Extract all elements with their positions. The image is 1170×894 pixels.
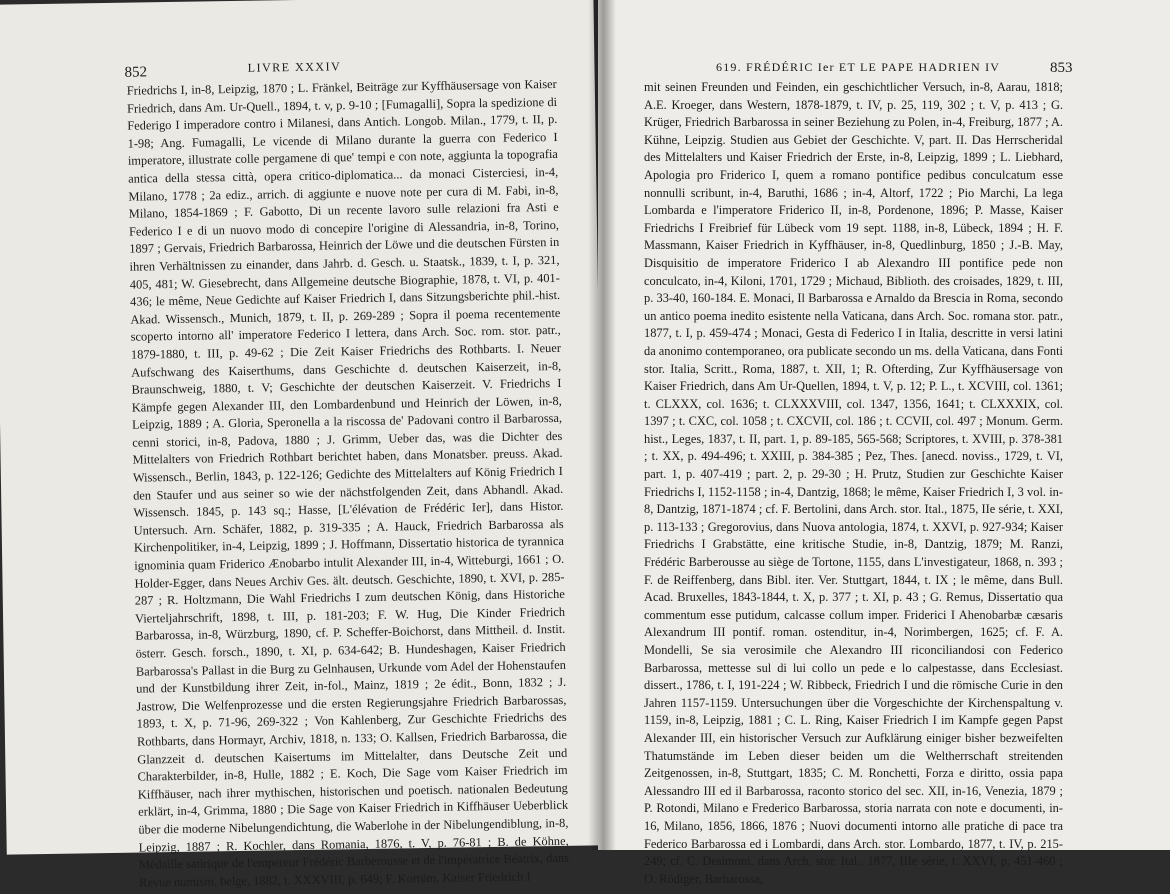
page-number: 853: [1050, 60, 1073, 76]
running-head: LIVRE XXXIV: [247, 59, 342, 75]
bibliography-text: mit seinen Freunden und Feinden, ein geschichtlicher Versuch, in-8, Aarau, 1818; A.E. Kroeger, dans Western, 1878-1879, t. IV, p. 25, 119, 302 ; t. V, p. 413 ; G. Krüger, Friedrich Barbarossa in seiner Beziehung zu Polen, in-4, Freiburg, 1877 ; A. Kühne, Leipzig. Studien aus Gebiet der Geschichte. V, part. II. Das Herrscheridal des Mittelalters und Kaiser Friedrich der Erste, in-8, Leipzig, 1899 ; L. Liebhard, Apologia pro Friderico I, quem a romano pontifice pedibus conculcatum esse nonnulli scribunt, in-4, Baruthi, 1686 ; in-4, Altorf, 1722 ; Pio Marchi, La lega Lombarda e l'imperatore Friderico II, in-8, Pordenone, 1896; P. Masse, Kaiser Friedrichs I Freibrief für Lübeck vom 19 sept. 1188, in-8, Lübeck, 1894 ; H. F. Massmann, Kaiser Friedrich in Kyffhäuser, in-8, Quedlinburg, 1850 ; J.-B. May, Disquisitio de imperatore Friderico I ab Alexandro III pontifice pede non conculcato, in-4, Kiloni, 1701, 1729 ; Michaud, Biblioth. des croisades, 1829, t. III, p. 33-40, 160-184. E. Monaci, Il Barbarossa e Arnaldo da Brescia in Roma, secondo un antico poema inedito esistente nella Vaticana, dans Arch. Soc. romana stor. patr., 1877, t. I, p. 459-474 ; Monaci, Gesta di Federico I in Italia, descritte in versi latini da anonimo contemporaneo, ora publicate secondo un ms. della Vaticana, dans Fonti stor. Italia, Scritt., Roma, 1887, t. XII, 1; R. Ofterding, Zur Kyffhäusersage von Kaiser Friedrich, dans Am Ur-Quellen, 1894, t. V, p. 12; P. L., t. XCVIII, col. 1361; t. CLXXX, col. 1636; t. CLXXXVIII, col. 1347, 1356, 1641; t. CLXXXIX, col. 1397 ; t. CXC, col. 1058 ; t. CXCVII, col. 186 ; t. CCVII, col. 497 ; Monum. Germ. hist., Leges, 1837, t. II, part. 1, p. 89-185, 565-568; Scriptores, t. XVIII, p. 378-381 ; t. XX, p. 494-496; t. XXIII, p. 384-385 ; Pez, Thes. [anecd. noviss., 1729, t. VI, part. 1, p. 407-419 ; part. 2, p. 29-30 ; H. Prutz, Studien zur Geschichte Kaiser Friedrichs I, 1152-1158 ; in-4, Dantzig, 1868; le même, Kaiser Friedrich I, 3 vol. in-8, Dantzig, 1871-1874 ; cf. F. Bertolini, dans Arch. stor. Ital., 1875, IIe série, t. XXI, p. 113-133 ; Gregorovius, dans Nuova antologia, 1874, t. XXVI, p. 927-934; Kaiser Friedrichs I Grabstätte, eine kritische Studie, in-8, Dantzig, 1879; M. Ranzi, Frédéric Barberousse au siège de Tortone, 1155, dans L'investigateur, 1868, n. 393 ; F. de Reiffenberg, dans Bibl. iter. Ver. Stuttgart, 1844, t. IX ; le même, dans Bull. Acad. Bruxelles, 1843-1844, t. X, p. 377 ; t. XI, p. 43 ; G. Remus, Dissertatio qua commentum esse putidum, calcasse collum imper. Friderici I Ahenobarbæ cæsaris Alexandrum III pontif. roman. ostenditur, in-4, Norimbergen, 1625; cf. F. A. Mondelli, Se sia verosimile che Alexandro III riconciliandosi con Federico Barbarossa, mettesse sul di lui collo un pede e lo calpestasse, dans Ecclesiast. dissert., 1786, t. I, 191-224 ; W. Ribbeck, Friedrich I und die römische Curie in den Jahren 1157-1159. Untersuchungen über die Vorgeschichte der Kirchenspaltung v. 1159, in-8, Leipzig, 1881 ; C. L. Ring, Kaiser Friedrich I im Kampfe gegen Papst Alexander III, ein historischer Versuch zur Aufklärung einiger bisher bezweifelten Thatumstände im Leben dieser beiden um die Weltherrschaft streitenden Zeitgenossen, in-8, Stuttgart, 1835; C. M. Ronchetti, Forza e diritto, ossia papa Alessandro III ed il Barbarossa, raconto storico del sec. XII, in-16, Venezia, 1879 ; P. Rotondi, Milano e Frederico Barbarossa, storia narrata con note e documenti, in-16, Milano, 1856, 1866, 1876 ; Nuovi documenti intorno alle pratiche di pace tra Federico Barbarossa ed i Lombardi, dans Arch. stor. Lombardo, 1877, t. IV, p. 215-249; cf. C. Desimoni, dans Arch. stor. Ital., 1877, IIIe série, t. XXVI, p. 451-460 ; O. Rödiger, Barbarossa,: [644, 80, 1063, 886]
page-number: 852: [124, 64, 148, 81]
right-page: [598, 0, 1170, 886]
running-head: 619. FRÉDÉRIC Ier ET LE PAPE HADRIEN IV: [716, 60, 1001, 74]
bibliography-text: Friedrichs I, in-8, Leipzig, 1870 ; L. Fränkel, Beiträge zur Kyffhäusersage von Kaiser Friedrich, dans Am. Ur-Quell., 1894, t. v, p. 9-10 ; [Fumagalli], Sopra la spedizione di Federigo I imperadore contro i Milanesi, dans Antich. Longob. Milan., 1779, t. II, p. 1-98; Ang. Fumagalli, Le vicende di Milano durante la guerra con Federico I imperatore, illustrate colle pergamene di que' tempi e con note, aggiunta la topografia antica della stessa città, opera critico-diplomatica... da monaci Cisterciesi, in-4, Milano, 1778 ; 2a ediz., arrich. di aggiunte e nuove note per cura di M. Fabi, in-8, Milano, 1854-1869 ; F. Gabotto, Di un recente lavoro sulle relazioni fra Asti e Federico I e di un nuovo modo di concepire l'origine di Alessandria, in-8, Torino, 1897 ; Gervais, Friedrich Barbarossa, Heinrich der Löwe und die deutschen Fürsten in ihren Verhältnissen zu einander, dans Jahrb. d. Gesch. u. Staatsk., 1839, t. I, p. 321, 405, 481; W. Giesebrecht, dans Allgemeine deutsche Biographie, 1878, t. VI, p. 401-436; le même, Neue Gedichte auf Kaiser Friedrich I, dans Sitzungsberichte phil.-hist. Akad. Wissensch., Munich, 1879, t. II, p. 269-289 ; Sopra il poema recentemente scoperto intorno all' imperatore Federico I lettera, dans Arch. Soc. rom. stor. patr., 1879-1880, t. III, p. 49-62 ; Die Zeit Kaiser Friedrichs des Rothbarts. I. Neuer Aufschwang des Kaiserthums, dans Geschichte d. deutschen Kaiserzeit, in-8, Braunschweig, 1880, t. V; Geschichte der deutschen Kaiserzeit. V. Friedrichs I Kämpfe gegen Alexander III, den Lombardenbund und Heinrich der Löwen, in-8, Leipzig, 1889 ; A. Gloria, Speronella a la riscossa de' Padovani contro il Barbarossa, cenni storici, in-8, Padova, 1880 ; J. Grimm, Ueber das, was die Dichter des Mittelalters von Friedrich Rothbart berichtet haben, dans Monatsber. preuss. Akad. Wissensch., Berlin, 1843, p. 122-126; Gedichte des Mittelalters auf König Friedrich I den Staufer und aus seiner so wie der nächstfolgenden Zeit, dans Abhandl. Akad. Wissensch. 1845, p. 143 sq.; Hasse, [L'élévation de Frédéric Ier], dans Histor. Untersuch. Arn. Schäfer, 1882, p. 319-335 ; A. Hauck, Friedrich Barbarossa als Kirchenpolitiker, in-4, Leipzig, 1899 ; J. Hoffmann, Dissertatio historica de tyrannica ignominia quam Friderico Ænobarbo intulit Alexander III, in-4, Witteburgi, 1661 ; O. Holder-Egger, dans Neues Archiv Ges. ält. deutsch. Geschichte, 1890, t. XVI, p. 285-287 ; R. Holtzmann, Die Wahl Friedrichs I zum deutschen König, dans Historiche Vierteljahrschrift, 1898, t. III, p. 181-203; F. W. Hug, Die Kinder Friedrich Barbarossa, in-8, Würzburg, 1890, cf. P. Scheffer-Boichorst, dans Mittheil. d. Instit. österr. Gesch. forsch., 1890, t. XI, p. 634-642; B. Hundeshagen, Kaiser Friedrich Barbarossa's Pallast in die Burg zu Gelnhausen, Urkunde vom Adel der Hohenstaufen und der Kunstbildung ihrer Zeit, in-fol., Mainz, 1819 ; 2e édit., Bonn, 1832 ; J. Jastrow, Die Welfenprozesse und die ersten Regierungsjahre Friedrich Barbarossas, 1893, t. X, p. 71-96, 269-322 ; Von Kahlenberg, Zur Geschichte Friedrichs des Rothbarts, dans Hormayr, Archiv, 1818, n. 133; O. Kallsen, Friedrich Barbarossa, die Glanzzeit d. deutschen Kaisertums im Mittelalter, dans Deutsche Zeit und Charakterbilder, in-8, Hulle, 1882 ; E. Koch, Die Sage vom Kaiser Friedrich im Kiffhäuser, nach ihrer mythischen, historischen und poetisch. nationalen Bedeutung erklärt, in-4, Grimma, 1880 ; Die Sage von Kaiser Friedrich in Kiffhäuser Ueberblick über die moderne Nibelungendichtung, die Waberlohe in der Nibelungendiblung, in-8, Leipzig, 1887 ; R. Kochler, dans Romania, 1876, t. V, p. 76-81 ; B. de Köhne, Médaille satirique de l'empereur Frédéric Barberousse et de l'impératrice Béatrix, dans Revue numism. belge, 1882, t. XXXVIII, p. 649; F. Kortüm, Kaiser Friedrich I: [126, 76, 570, 890]
